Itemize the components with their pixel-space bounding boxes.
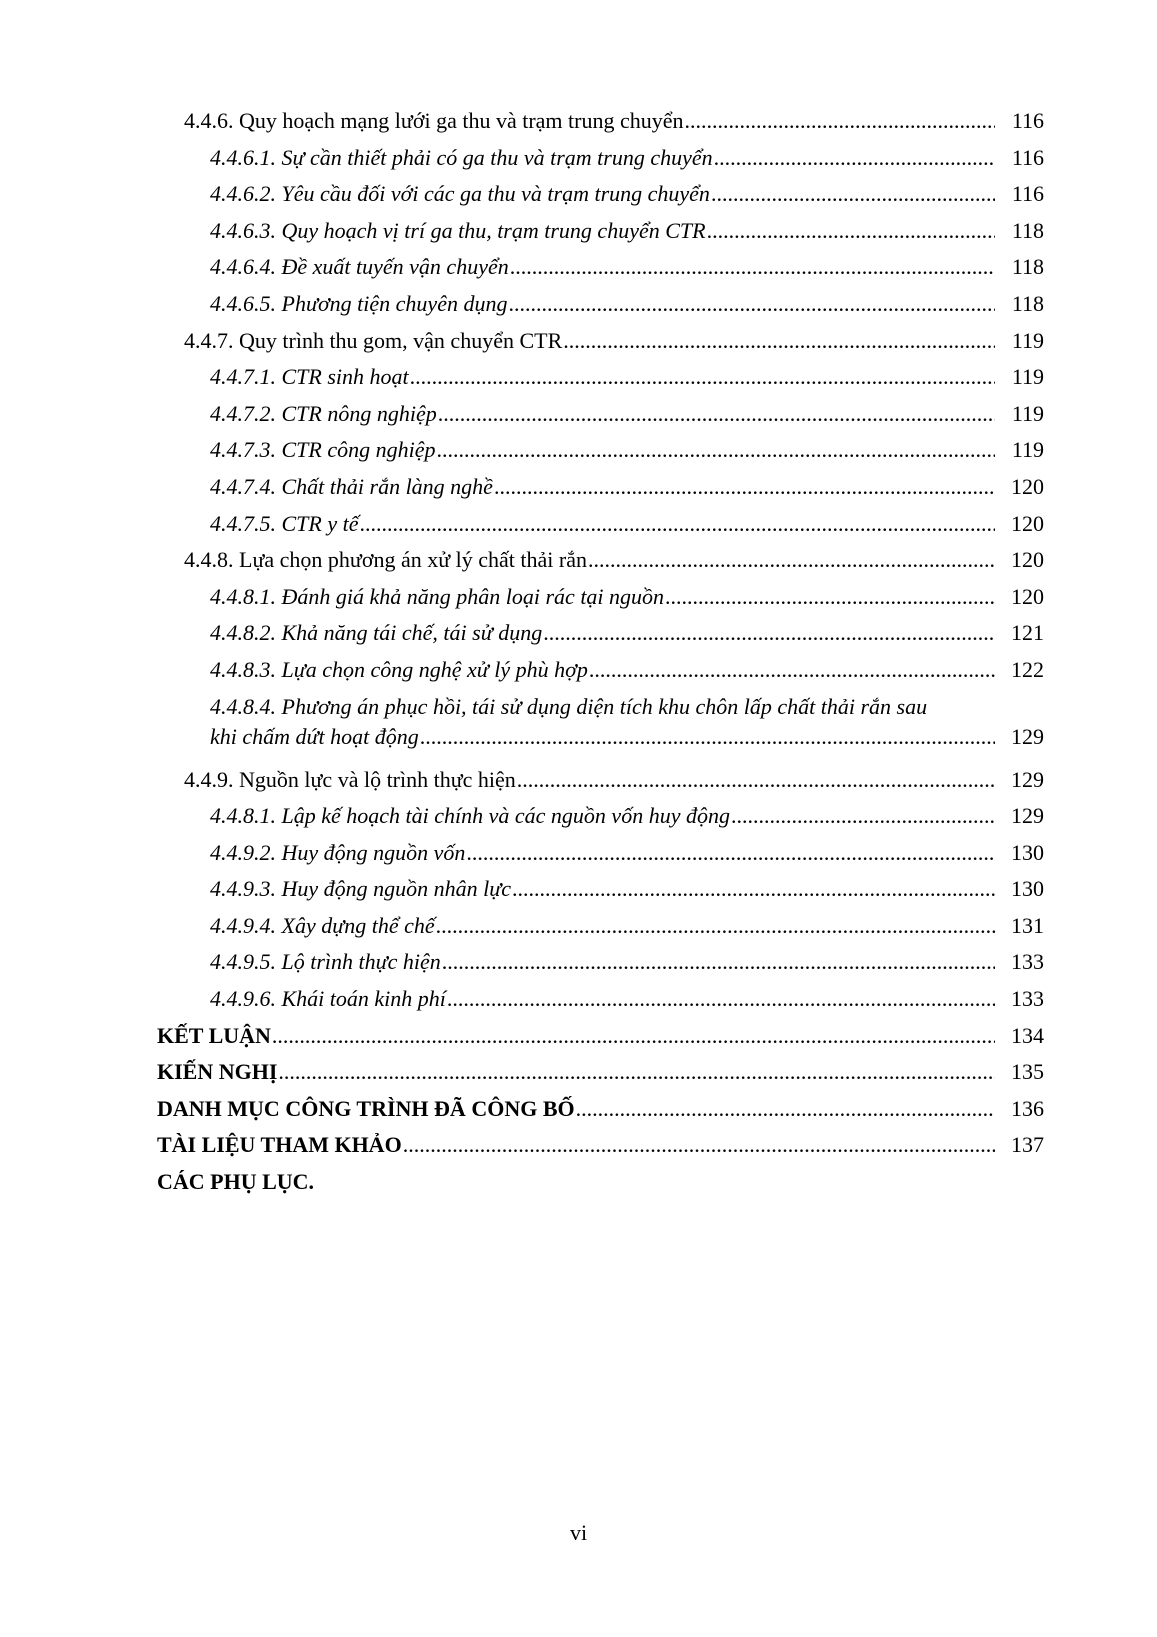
toc-entry[interactable] [0,1021,1157,1058]
toc-leader-dots [403,1130,995,1160]
toc-entry[interactable] [0,435,1157,472]
toc-entry-page: 136 [1011,1095,1044,1121]
toc-leader-dots [711,179,995,209]
toc-entry-page: 131 [1011,912,1044,938]
toc-entry[interactable] [0,545,1157,582]
toc-entry-title: 4.4.7. Quy trình thu gom, vận chuyển CTR [184,327,563,353]
toc-entry-page: 119 [1011,437,1044,463]
toc-leader-dots [510,252,995,282]
toc-entry-title: 4.4.6.3. Quy hoạch vị trí ga thu, trạm trung chuyển CTR [210,217,706,243]
toc-entry[interactable] [0,765,1157,802]
toc-entry-page: 130 [1011,839,1044,865]
toc-leader-dots [438,399,995,429]
toc-leader-dots [512,874,995,904]
toc-entry[interactable] [0,1057,1157,1094]
toc-entry[interactable] [0,655,1157,692]
toc-entry[interactable] [0,252,1157,289]
toc-leader-dots [731,801,995,831]
toc-entry-page: 116 [1011,108,1044,133]
toc-leader-dots [508,289,995,319]
toc-leader-dots [665,582,995,612]
toc-entry-title: 4.4.6.1. Sự cần thiết phải có ga thu và trạm trung chuyển [210,144,713,170]
toc-entry-title: 4.4.7.3. CTR công nghiệp [210,437,436,463]
toc-leader-dots [278,1057,995,1087]
toc-entry-title: 4.4.9.4. Xây dựng thể chế [210,912,435,938]
toc-entry-title: DANH MỤC CÔNG TRÌNH ĐÃ CÔNG BỐ [157,1095,575,1121]
toc-entry[interactable] [0,216,1157,253]
toc-entry-page: 129 [1011,766,1044,792]
toc-entry[interactable] [0,1130,1157,1167]
toc-entry[interactable] [0,472,1157,509]
toc-entry-title: 4.4.6.2. Yêu cầu đối với các ga thu và trạm trung chuyển [210,181,710,207]
toc-entry-page: 133 [1011,949,1044,975]
toc-entry-wrapped[interactable] [0,692,1157,765]
toc-entry-title: KẾT LUẬN [157,1022,271,1048]
toc-section-upper [0,106,1157,692]
toc-entry-title: 4.4.7.4. Chất thải rắn làng nghề [210,473,493,499]
toc-entry-title: 4.4.8.3. Lựa chọn công nghệ xử lý phù hợp [210,656,588,682]
toc-entry-page: 137 [1011,1132,1044,1158]
toc-entry-page: 119 [1011,364,1044,390]
toc-leader-dots [543,618,995,648]
toc-entry[interactable] [0,1167,1157,1204]
toc-entry-page: 120 [1011,510,1044,536]
page-number: vi [569,1520,588,1545]
toc-leader-dots [466,838,995,868]
toc-entry-title: 4.4.9.6. Khái toán kinh phí [210,986,446,1012]
toc-leader-dots [437,435,996,465]
toc-entry-title: TÀI LIỆU THAM KHẢO [157,1132,402,1158]
toc-entry[interactable] [0,838,1157,875]
toc-entry-page: 130 [1011,876,1044,902]
toc-leader-dots [442,947,995,977]
toc-entry[interactable] [0,106,1157,143]
toc-entry-page: 133 [1011,986,1044,1012]
toc-entry-title: 4.4.6. Quy hoạch mạng lưới ga thu và trạm trung chuyển [184,108,684,133]
toc-entry-title: 4.4.9.2. Huy động nguồn vốn [210,839,466,865]
toc-leader-dots [410,362,995,392]
toc-leader-dots [576,1094,995,1124]
toc-leader-dots [272,1021,995,1051]
toc-entry-title-line2: khi chấm dứt hoạt động [210,723,419,749]
toc-entry-page: 119 [1011,400,1044,426]
toc-entry[interactable] [0,509,1157,546]
toc-section-lower [0,765,1157,1204]
toc-entry[interactable] [0,874,1157,911]
toc-entry[interactable] [0,362,1157,399]
table-of-contents [0,106,1157,1204]
toc-entry-page: 120 [1011,583,1044,609]
toc-leader-dots [685,106,995,136]
toc-entry-title: 4.4.8.1. Đánh giá khả năng phân loại rác tại nguồn [210,583,665,609]
toc-entry[interactable] [0,801,1157,838]
toc-entry-title: 4.4.8.2. Khả năng tái chế, tái sử dụng [210,620,543,646]
toc-entry[interactable] [0,326,1157,363]
toc-entry-page: 118 [1011,290,1044,316]
toc-entry[interactable] [0,984,1157,1021]
toc-entry-page: 135 [1011,1059,1044,1085]
toc-entry-page: 118 [1011,217,1044,243]
toc-leader-dots [360,509,996,539]
toc-leader-dots [588,545,995,575]
toc-leader-dots [589,655,995,685]
toc-leader-dots [436,911,995,941]
toc-leader-dots [707,216,995,246]
toc-entry[interactable] [0,179,1157,216]
toc-entry-page: 129 [1011,803,1044,829]
toc-leader-dots [494,472,995,502]
toc-entry-page: 120 [1011,473,1044,499]
toc-entry-title: 4.4.6.4. Đề xuất tuyến vận chuyển [210,254,509,280]
toc-entry-page: 116 [1011,144,1044,170]
toc-entry-title: 4.4.6.5. Phương tiện chuyên dụng [210,290,508,316]
toc-entry[interactable] [0,911,1157,948]
toc-entry-title-line1: 4.4.8.4. Phương án phục hồi, tái sử dụng diện tích khu chôn lấp chất thải rắn sau [210,693,928,719]
toc-entry-title: 4.4.9.3. Huy động nguồn nhân lực [210,876,512,902]
toc-entry-page: 116 [1011,181,1044,207]
toc-entry-page: 120 [1011,547,1044,573]
toc-entry[interactable] [0,947,1157,984]
toc-entry[interactable] [0,1094,1157,1131]
toc-entry-title: 4.4.8. Lựa chọn phương án xử lý chất thải rắn [184,547,587,573]
toc-leader-dots [447,984,995,1014]
toc-leader-dots [420,722,995,752]
toc-entry-page: 121 [1011,620,1044,646]
toc-entry-title: 4.4.9. Nguồn lực và lộ trình thực hiện [184,766,516,792]
toc-entry[interactable] [0,289,1157,326]
toc-entry-title-line2-row [210,722,1044,752]
toc-entry-title: KIẾN NGHỊ [157,1059,278,1085]
toc-entry-title: 4.4.7.1. CTR sinh hoạt [210,364,409,390]
toc-entry-title: 4.4.7.5. CTR y tế [210,510,359,536]
toc-entry-page: 118 [1011,254,1044,280]
toc-leader-dots [714,143,995,173]
toc-entry[interactable] [0,143,1157,180]
toc-entry-title: 4.4.8.1. Lập kế hoạch tài chính và các nguồn vốn huy động [210,803,730,829]
toc-entry-page: 122 [1011,656,1044,682]
toc-entry-page: 134 [1011,1022,1044,1048]
toc-entry-page: 119 [1011,327,1044,353]
toc-entry[interactable] [0,582,1157,619]
toc-entry[interactable] [0,618,1157,655]
toc-entry-title: CÁC PHỤ LỤC. [157,1169,315,1195]
toc-entry-title: 4.4.7.2. CTR nông nghiệp [210,400,437,426]
toc-entry-page: 129 [1011,723,1044,749]
toc-leader-dots [563,326,995,356]
toc-entry[interactable] [0,399,1157,436]
toc-leader-dots [517,765,995,795]
toc-entry-title: 4.4.9.5. Lộ trình thực hiện [210,949,441,975]
